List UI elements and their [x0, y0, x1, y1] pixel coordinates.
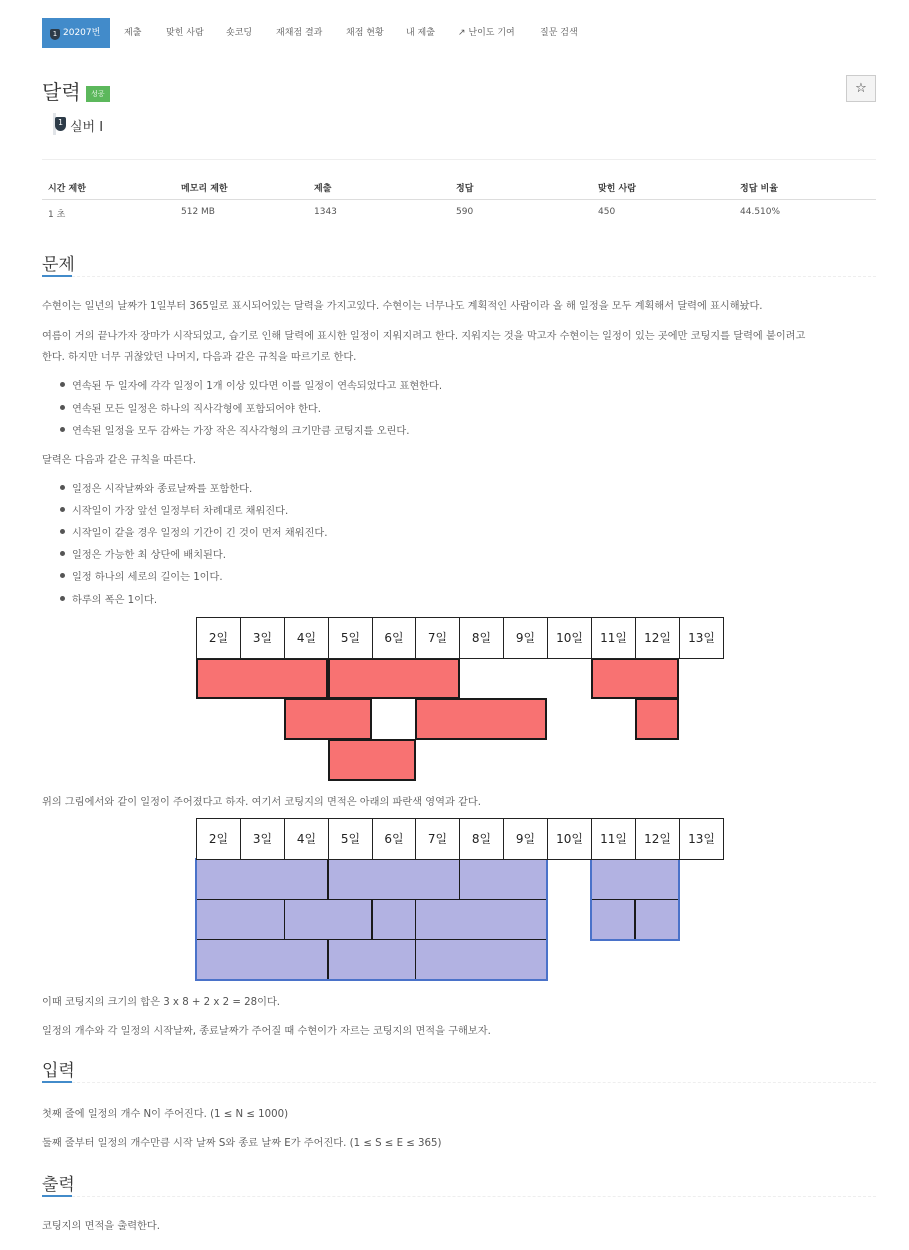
calendar-day-header: 13일 — [679, 818, 724, 860]
table-cell: 44.510% — [740, 207, 781, 217]
section-rule — [42, 276, 876, 277]
page-title: 달력 — [42, 80, 81, 104]
calendar-day-header: 8일 — [459, 818, 504, 860]
external-link-icon: ↗ — [458, 28, 466, 38]
calendar-day-header: 10일 — [547, 617, 592, 659]
schedule-block — [328, 739, 416, 781]
calendar-day-header: 2일 — [196, 818, 241, 860]
tab-problem[interactable] — [42, 18, 110, 48]
table-header: 시간 제한 — [48, 184, 86, 194]
tab-status[interactable]: 채점 현황 — [346, 28, 384, 38]
section-title-output: 출력 — [42, 1175, 75, 1195]
tab-short-coding[interactable]: 숏코딩 — [226, 28, 253, 38]
coating-outline — [590, 858, 680, 941]
star-button[interactable]: ☆ — [846, 75, 876, 102]
problem-paragraph: 일정의 개수와 각 일정의 시작날짜, 종료날짜가 주어질 때 수현이가 자르는 코팅지의 면적을 구해보자. — [42, 1026, 491, 1037]
list-item: 시작일이 같을 경우 일정의 기간이 긴 것이 먼저 채워진다. — [72, 528, 328, 539]
calendar-day-header: 7일 — [415, 617, 460, 659]
section-underline — [42, 1081, 72, 1083]
schedule-block — [328, 658, 460, 699]
tab-rejudge[interactable]: 재채점 결과 — [276, 28, 323, 38]
table-header: 제출 — [314, 184, 332, 194]
bullet — [60, 427, 65, 432]
bullet — [60, 485, 65, 490]
table-header: 정답 비율 — [740, 184, 778, 194]
bullet — [60, 507, 65, 512]
tab-problem-label: 20207번 — [63, 28, 101, 38]
schedule-block — [635, 698, 679, 740]
bullet — [60, 405, 65, 410]
calendar-day-header: 2일 — [196, 617, 241, 659]
calendar-day-header: 12일 — [635, 818, 680, 860]
schedule-block — [591, 658, 679, 699]
calendar-day-header: 13일 — [679, 617, 724, 659]
table-header: 맞힌 사람 — [598, 184, 636, 194]
schedule-block — [284, 698, 372, 740]
bullet — [60, 551, 65, 556]
table-cell: 590 — [456, 207, 474, 217]
calendar-day-header: 12일 — [635, 617, 680, 659]
calendar-day-header: 3일 — [240, 617, 285, 659]
problem-paragraph: 한다. 하지만 너무 귀찮았던 나머지, 다음과 같은 규칙을 따르기로 한다. — [42, 352, 357, 363]
calendar-day-header: 9일 — [503, 818, 548, 860]
problem-paragraph: 여름이 거의 끝나가자 장마가 시작되었고, 습기로 인해 달력에 표시한 일정이 지워지려고 한다. 지워지는 것을 막고자 수현이는 일정이 있는 곳에만 코팅지를 달력에 붙이려고 — [42, 331, 806, 342]
calendar-day-header: 7일 — [415, 818, 460, 860]
tab-questions[interactable]: 질문 검색 — [540, 28, 578, 38]
input-paragraph: 첫째 줄에 일정의 개수 N이 주어진다. (1 ≤ N ≤ 1000) — [42, 1109, 289, 1120]
calendar-day-header: 3일 — [240, 818, 285, 860]
tier-icon: 1 — [50, 29, 60, 40]
calendar-day-header: 8일 — [459, 617, 504, 659]
table-cell: 512 MB — [181, 207, 215, 217]
tier-badge-icon: 1 — [55, 117, 66, 131]
problem-paragraph: 달력은 다음과 같은 규칙을 따른다. — [42, 455, 196, 466]
coating-outline — [195, 858, 548, 981]
section-rule — [42, 1082, 876, 1083]
tab-my-submissions[interactable]: 내 제출 — [406, 28, 435, 38]
list-item: 연속된 모든 일정은 하나의 직사각형에 포함되어야 한다. — [72, 404, 322, 415]
calendar-day-header: 4일 — [284, 818, 329, 860]
bullet — [60, 529, 65, 534]
calendar-day-header: 5일 — [328, 617, 373, 659]
bullet — [60, 382, 65, 387]
section-underline — [42, 275, 72, 277]
table-cell: 1343 — [314, 207, 337, 217]
schedule-block — [196, 658, 328, 699]
section-rule — [42, 1196, 876, 1197]
list-item: 연속된 두 일자에 각각 일정이 1개 이상 있다면 이를 일정이 연속되었다고 표현한다. — [72, 381, 443, 392]
calendar-day-header: 11일 — [591, 617, 636, 659]
status-badge: 성공 — [86, 86, 110, 102]
tab-solved-users[interactable]: 맞힌 사람 — [166, 28, 204, 38]
tab-difficulty-label: 난이도 기여 — [468, 28, 515, 38]
section-underline — [42, 1195, 72, 1197]
list-item: 일정 하나의 세로의 길이는 1이다. — [72, 572, 223, 583]
calendar-day-header: 4일 — [284, 617, 329, 659]
bullet — [60, 573, 65, 578]
table-header: 정답 — [456, 184, 474, 194]
calendar-day-header: 6일 — [372, 818, 416, 860]
list-item: 일정은 가능한 최 상단에 배치된다. — [72, 550, 226, 561]
output-paragraph: 코팅지의 면적을 출력한다. — [42, 1221, 160, 1232]
tier-label: 실버 I — [70, 120, 104, 135]
section-title-problem: 문제 — [42, 255, 75, 275]
divider — [42, 199, 876, 200]
calendar-day-header: 6일 — [372, 617, 416, 659]
input-paragraph: 둘째 줄부터 일정의 개수만큼 시작 날짜 S와 종료 날짜 E가 주어진다. (1 ≤ S ≤ E ≤ 365) — [42, 1138, 442, 1149]
list-item: 일정은 시작날짜와 종료날짜를 포함한다. — [72, 484, 253, 495]
bullet — [60, 596, 65, 601]
calendar-day-header: 9일 — [503, 617, 548, 659]
list-item: 하루의 폭은 1이다. — [72, 595, 158, 606]
calendar-day-header: 11일 — [591, 818, 636, 860]
divider — [42, 159, 876, 160]
table-cell: 1 초 — [48, 210, 66, 220]
table-cell: 450 — [598, 207, 616, 217]
table-header: 메모리 제한 — [181, 184, 228, 194]
tab-submit[interactable]: 제출 — [124, 28, 142, 38]
tab-difficulty[interactable] — [458, 18, 515, 48]
list-item: 시작일이 가장 앞선 일정부터 차례대로 채워진다. — [72, 506, 289, 517]
calendar-day-header: 5일 — [328, 818, 373, 860]
calendar-day-header: 10일 — [547, 818, 592, 860]
schedule-block — [415, 698, 547, 740]
problem-paragraph: 수현이는 일년의 날짜가 1일부터 365일로 표시되어있는 달력을 가지고있다. 수현이는 너무나도 계획적인 사람이라 올 해 일정을 모두 계획해서 달력에 표시해놨다. — [42, 301, 763, 312]
list-item: 연속된 일정을 모두 감싸는 가장 작은 직사각형의 크기만큼 코팅지를 오린다. — [72, 426, 410, 437]
section-title-input: 입력 — [42, 1061, 75, 1081]
problem-paragraph: 위의 그림에서와 같이 일정이 주어졌다고 하자. 여기서 코팅지의 면적은 아래의 파란색 영역과 같다. — [42, 797, 481, 808]
problem-paragraph: 이때 코팅지의 크기의 합은 3 x 8 + 2 x 2 = 28이다. — [42, 997, 281, 1008]
